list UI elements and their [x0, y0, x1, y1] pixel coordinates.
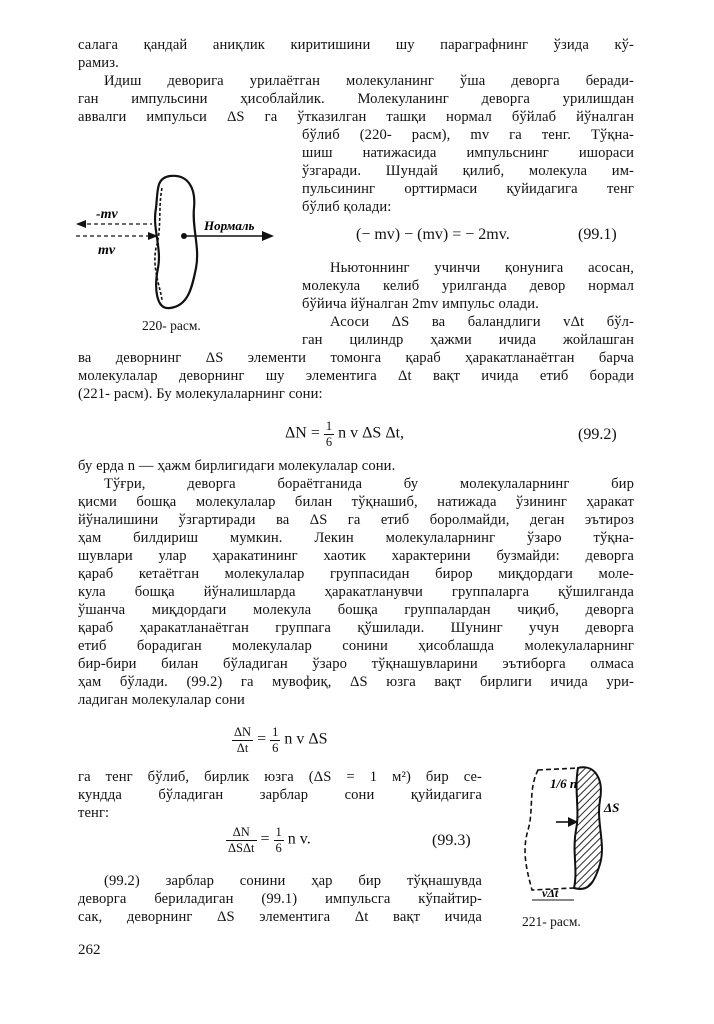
- label-n: 1/6 n: [550, 776, 578, 791]
- text-line: ган цилиндр ҳажми ичида жойлашган: [302, 332, 634, 348]
- equation-99-2: [285, 420, 404, 448]
- text-line: салага қандай аниқлик киритишини шу параграфнинг ўзида кў-: [78, 37, 634, 53]
- fraction: [324, 420, 334, 448]
- equals-sign: =: [260, 830, 270, 848]
- text-line: шувлари улар ҳаракатининг хаотик характерини бузмайди: деворга: [78, 548, 634, 564]
- fraction-numerator: 1: [272, 725, 279, 739]
- text-line: шиш натижасида импульснинг ишораси: [302, 145, 634, 161]
- text-line: бўлиб (220- расм), mv га тенг. Тўқна-: [302, 127, 634, 143]
- fraction-denominator: Δt: [236, 740, 249, 755]
- eq992-lhs: ΔN =: [285, 424, 320, 442]
- text-line: деворга бериладиган (99.1) импульсга кўпайтир-: [78, 891, 482, 907]
- wall-element: [574, 767, 602, 889]
- fraction-denominator: 6: [272, 740, 279, 755]
- fraction-numerator: ΔN: [234, 725, 252, 739]
- equation-rhs: n v.: [287, 830, 311, 848]
- equation-number-99-3: (99.3): [432, 832, 471, 849]
- label-mv: mv: [98, 243, 116, 258]
- fraction: [270, 726, 280, 754]
- text-line: етиб борадиган молекулалар сонини ҳисоблашда молекулаларнинг: [78, 638, 634, 654]
- text-line: йўналишини ўзгартиради ва ΔS га етиб боролмайди, деган эътироз: [78, 512, 634, 528]
- equation-99-3: [226, 826, 311, 854]
- equation-number-99-1: (99.1): [578, 226, 617, 243]
- label-ds: ΔS: [604, 800, 620, 815]
- text-line: Идиш деворига урилаётган молекуланинг ўша деворга беради-: [104, 73, 634, 89]
- text-line: кула бошқа йўналишларда ҳаракатланувчи группаларга қўшилганда: [78, 584, 634, 600]
- arrowhead-icon: [76, 220, 86, 228]
- eq992-rhs: n v ΔS Δt,: [338, 424, 405, 442]
- label-normal: Нормаль: [204, 218, 255, 233]
- text-line: га тенг бўлиб, бирлик юзга (ΔS = 1 м²) бир се-: [78, 769, 482, 785]
- fraction-denominator: 6: [325, 434, 333, 449]
- equation-99-1: (− mv) − (mv) = − 2mv.: [356, 226, 510, 243]
- equation-rhs: n v ΔS: [284, 730, 328, 748]
- fraction-numerator: ΔN: [226, 826, 257, 841]
- fraction: [274, 826, 284, 854]
- fraction-numerator: 1: [275, 825, 282, 839]
- fraction: [232, 726, 253, 754]
- label-vdt: vΔt: [542, 886, 559, 900]
- fraction-denominator: ΔSΔt: [228, 840, 255, 855]
- text-line: кундда бўладиган зарблар сони қуйидагига: [78, 787, 482, 803]
- text-line: бир-бири билан бўладиган ўзаро тўқнашувларини эътиборга олмаса: [78, 656, 634, 672]
- text-line: қисми бошқа молекулалар билан тўқнашиб, натижада ўзининг ҳаракат: [78, 494, 634, 510]
- fraction-numerator: 1: [325, 419, 333, 433]
- figure-220: [70, 168, 280, 318]
- equation-flux: [232, 726, 328, 754]
- text-line: бу ерда n — ҳажм бирлигидаги молекулалар сони.: [78, 458, 396, 474]
- text-line: ган импульсини ҳисоблайлик. Молекуланинг деворга урилишдан: [78, 91, 634, 107]
- text-line: ва деворнинг ΔS элементи томонга қараб ҳаракатланаётган барча: [78, 350, 634, 366]
- page-number: 262: [78, 942, 101, 958]
- figure-221: [508, 760, 638, 910]
- text-line: ҳам бўлади. (99.2) га мувофиқ, ΔS юзга вақт бирлиги ичида ури-: [78, 674, 634, 690]
- text-line: тенг:: [78, 805, 110, 821]
- fraction: [226, 826, 257, 854]
- text-line: рамиз.: [78, 55, 119, 71]
- text-line: ўзгаради. Шундай қилиб, молекула им-: [302, 163, 634, 179]
- text-line: Тўғри, деворга бораётганида бу молекулаларнинг бир: [104, 476, 634, 492]
- text-line: ўшанча миқдордаги молекула бошқа группалардан чиқиб, деворга: [78, 602, 634, 618]
- figure-221-caption: 221- расм.: [522, 914, 581, 929]
- figure-220-caption: 220- расм.: [142, 318, 201, 333]
- text-line: (99.2) зарблар сонини ҳар бир тўқнашувда: [104, 873, 482, 889]
- label-minus-mv: -mv: [96, 207, 118, 222]
- fraction-denominator: 6: [275, 840, 282, 855]
- text-line: бўйича йўналган 2mv импульс олади.: [302, 296, 539, 312]
- text-line: сак, деворнинг ΔS элементига Δt вақт ичида: [78, 909, 482, 925]
- equals-sign: =: [257, 730, 267, 748]
- text-line: (221- расм). Бу молекулаларнинг сони:: [78, 386, 323, 402]
- text-line: молекула келиб урилганда девор нормал: [302, 278, 634, 294]
- text-line: ҳам билдириш мумкин. Лекин молекулаларнинг ўзаро тўқна-: [78, 530, 634, 546]
- arrowhead-icon: [262, 231, 274, 241]
- text-line: аввалги импульси ΔS га ўтказилган ташқи нормал бўйлаб йўналган: [78, 109, 634, 125]
- text-line: бўлиб қолади:: [302, 199, 392, 215]
- text-line: пульсининг орттирмаси қуйидагига тенг: [302, 181, 634, 197]
- text-line: қараб кетаётган молекулалар группасидан бирор миқдордаги моле-: [78, 566, 634, 582]
- text-line: молекулалар деворнинг шу элементига Δt вақт ичида етиб боради: [78, 368, 634, 384]
- text-line: Ньютоннинг учинчи қонунига асосан,: [330, 260, 634, 276]
- text-line: ладиган молекулалар сони: [78, 692, 245, 708]
- text-line: Асоси ΔS ва баландлиги vΔt бўл-: [330, 314, 634, 330]
- text-line: қараб ҳаракатланаётган группага қўшилади. Шунинг учун деворга: [78, 620, 634, 636]
- equation-number-99-2: (99.2): [578, 426, 617, 443]
